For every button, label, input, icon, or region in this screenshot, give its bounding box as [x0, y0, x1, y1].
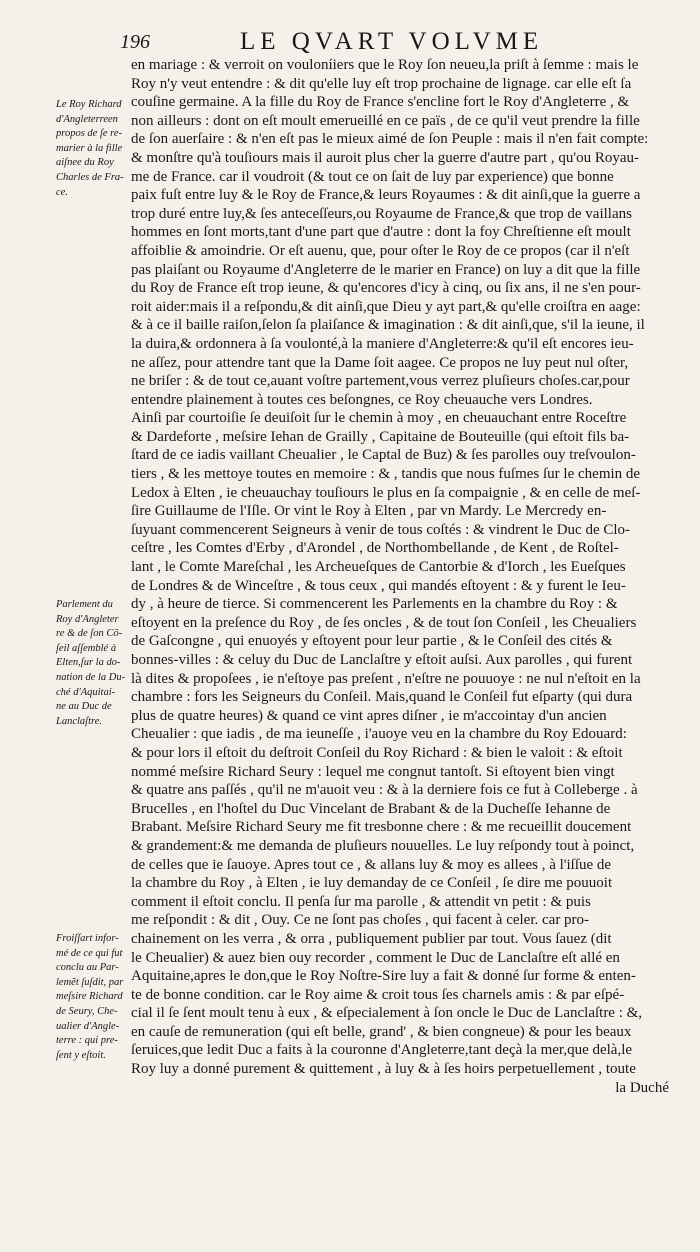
side-note-line: mé de ce qui fut [56, 947, 123, 959]
side-note-line: Parlement du [56, 599, 113, 610]
body-text-line: Roy luy a donné purement & quittement , à luy & à ſes hoirs perpetuellement , toute [131, 1061, 636, 1078]
body-text-line: en cauſe de remuneration (qui eſt belle, grand' , & bien congneue) & pour les beaux [131, 1023, 632, 1040]
body-text-line: plus de quatre heures) & quand ce vint apres diſner , ie m'accointay d'un ancien [131, 707, 607, 724]
body-text-line: hommes en ſont morts,tant d'une part que d'autre : dont la foy Chreſtienne eſt moult [131, 224, 631, 241]
side-note-line: lemẽt ſuſdit, par [56, 976, 124, 988]
side-note-line: Lanclaſtre. [56, 715, 102, 727]
body-text-line: roit aider:mais il a reſpondu,& dit ainſi,que Dieu y ayt part,& qu'elle croiſtra en aage: [131, 298, 641, 315]
side-note-line: ſent y eſtoit. [56, 1049, 106, 1061]
body-text-line: là dites & propoſees , ie n'eſtoye pas preſent , n'eſtre ne pouuoye : ne nul n'eſtoit en la [131, 670, 641, 687]
side-note-line: ce. [56, 186, 68, 198]
body-text-line: de Gaſcongne , qui enuoyés y eſtoyent pour leur partie , & le Conſeil des cités & [131, 633, 613, 650]
body-text-line: & grandement:& me demanda de pluſieurs nouuelles. Le luy reſpondy tout à poinct, [131, 837, 635, 854]
body-text-line: Brucelles , en l'hoſtel du Duc Vincelant de Brabant & de la Ducheſſe Iehanne de [131, 800, 611, 817]
body-text-line: & monſtre qu'à touſiours mais il auroit plus cher la guerre d'autre part , qu'ou Royau- [131, 149, 639, 166]
body-text-line: me reſpondit : & dit , Ouy. Ce ne ſont pas choſes , qui facent à celer. car pro- [131, 912, 590, 929]
side-note-line: meſsire Richard [56, 991, 123, 1003]
page-header [114, 28, 674, 58]
running-title: LE QVART VOLVME [240, 28, 544, 55]
body-text-line: non ailleurs : dont on eſt moult emerueillé en ce païs , de ce qu'il veut prendre la fille [131, 112, 640, 129]
body-text-line: tiers , & les mettoye toutes en memoire : & , tandis que nous fuſmes ſur le chemin de [131, 466, 641, 483]
side-note-line: ne au Duc de [56, 701, 112, 713]
body-text-line: du Roy de France eſt trop ieune, & qu'encores d'icy à cinq, ou ſix ans, il ne s'en pour- [131, 280, 641, 297]
body-text-line: lant , le Comte Mareſchal , les Archeueſques de Cantorbie & d'Iorch , les Eueſques [131, 559, 626, 576]
body-text-line: Brabant. Meſsire Richard Seury me fit tresbonne chere : & me recueillit doucement [131, 819, 632, 836]
side-note-line: de Seury, Che- [56, 1005, 118, 1017]
body-text-line: bonnes-villes : & celuy du Duc de Lanclaſtre y eſtoit auſsi. Aux parolles , qui furent [131, 652, 633, 668]
side-note-line: d'Angleterreen [56, 113, 118, 125]
side-note-line: terre : qui pre- [56, 1035, 118, 1047]
body-text-line: te de bonne condition. car le Roy aime & croit tous ſes charnels amis : & par eſpé- [131, 986, 625, 1003]
body-text-line: paix fuſt entre luy & le Roy de France,& leurs Royaumes : & dit ainſi,que la guerre a [131, 187, 641, 204]
body-text-line: dy , à heure de tierce. Si commencerent les Parlements en la chambre du Roy : & [131, 596, 618, 613]
side-note-line: nation de la Du- [56, 671, 126, 683]
body-text-line: ſire Guillaume de l'Iſle. Or vint le Roy à Elten , par vn Mardy. Le Mercredy en- [131, 503, 607, 520]
body-text-line: nommé meſsire Richard Seury : lequel me congnut tantoſt. Si eſtoyent bien vingt [131, 763, 615, 780]
side-note-line: marier à la fille [56, 142, 123, 154]
side-note [56, 598, 129, 729]
body-text-line: comment il eſtoit conclu. Il penſa ſur ma parolle , & attendit vn petit : & puis [131, 893, 591, 910]
body-text-line: la duira,& ordonnera à ſa voulonté,à la maniere d'Angleterre:& qu'il eſt encores ieu- [131, 335, 634, 352]
side-note-line: Elten,ſur la do- [56, 657, 121, 669]
body-text-line: eſtoyent en la preſence du Roy , de ſes oncles , & de tout ſon Conſeil , les Cheualiers [131, 614, 637, 631]
side-note-line: propos de ſe re- [56, 128, 122, 140]
body-text-line: ſtard de ce iadis vaillant Cheualier , le Captal de Buz) & ſes parolles ouy treſvoulon- [131, 447, 636, 464]
body-text-line: & quatre ans paſſés , qu'il ne m'auoit veu : & à la derniere fois ce fut à Colleberge . à [131, 782, 638, 799]
body-text-line: & à ce il baille raiſon,ſelon ſa plaiſance & imagination : & dit ainſi,que, s'il la ieune, il [131, 317, 645, 334]
body-text-line: me de France. car il voudroit (& tout ce on ſait de luy par experience) que bonne [131, 168, 614, 185]
side-note-line: conclu au Par- [56, 962, 119, 974]
body-text-line: & Dardeforte , meſsire Iehan de Grailly , Capitaine de Bouteuille (qui eſtoit fils ba- [131, 428, 630, 445]
body-text-line: Aquitaine,apres le don,que le Roy Noſtre-Sire luy a fait & donné ſur forme & enten- [131, 968, 636, 985]
body-text-line: entendre plainement à toutes ces beſongnes, ce Roy cheuauche vers Londres. [131, 391, 593, 408]
side-note-line: re & de ſon Cõ- [56, 628, 123, 640]
body-text-line: Ledox à Elten , ie cheuauchay touſiours le plus en ſa compaignie , & en celle de meſ- [131, 484, 641, 501]
side-note-line: ché d'Aquitai- [56, 686, 116, 698]
side-note-line: Le Roy Richard [56, 99, 122, 110]
body-text-line: trop duré entre luy,& ſes anteceſſeurs,ou Royaume de France,& que trop de vaillans [131, 205, 632, 222]
side-note [56, 98, 129, 200]
body-text-line: affoiblie & amoindrie. Or eſt auenu, que, pour oſter le Roy de ce propos (car il n'eſt [131, 242, 630, 259]
body-text-line: la Duché [615, 1079, 669, 1096]
body-text-line: chainement on les verra , & orra , publiquement publier par tout. Vous ſauez (dit [131, 930, 612, 947]
side-note-line: Charles de Fra- [56, 171, 124, 183]
body-text-line: chambre : fors les Seigneurs du Conſeil. Mais,quand le Conſeil fut eſparty (qui dura [131, 689, 633, 706]
body-text-line: ne aſſez, pour attendre tant que la Dame ſoit aagee. Ce propos ne luy peut nul oſter, [131, 354, 629, 371]
body-text-line: en mariage : & verroit on vouloníiers que le Roy ſon neueu,la priſt à ſemme : mais le [131, 57, 639, 73]
side-note-line: Froiſſart infor- [56, 933, 119, 944]
side-note-line: ualier d'Angle- [56, 1020, 120, 1032]
body-text-line: ſuyuant commencerent Seigneurs à venir de tous coſtés : & vindrent le Duc de Clo- [131, 521, 631, 538]
body-text-line: couſine germaine. A la fille du Roy de France s'encline fort le Roy d'Angleterre , & [131, 94, 630, 111]
body-text-line: ceſtre , les Comtes d'Erby , d'Arondel , de Northombellande , de Kent , de Roſtel- [131, 540, 619, 557]
side-note [56, 932, 129, 1063]
body-text-line: & pour lors il eſtoit du deſtroit Conſeil du Roy Richard : & bien le valoit : & eſtoit [131, 744, 623, 761]
body-text-line: de Londres & de Winceſtre , & tous ceux , qui mandés eſtoyent : & y furent le Ieu- [131, 577, 626, 594]
body-text-line: ſeruices,que ledit Duc a faits à la couronne d'Angleterre,tant deçà la mer,que delà,le [131, 1042, 633, 1059]
body-text [131, 56, 669, 1097]
body-text-line: Ainſi par courtoiſie ſe deuiſoit ſur le chemin à moy , en cheuauchant entre Roceſtre [131, 410, 627, 427]
body-text-line: de celles que ie ſauoye. Apres tout ce , & allans luy & moy es allees , à l'iſſue de [131, 856, 612, 873]
body-text-line: de ſon auerſaire : & n'en eſt pas le mieux aimé de ſon Peuple : mais il n'en fait compte: [131, 131, 649, 148]
body-text-line: pas plaiſant ou Royaume d'Angleterre de le marier en France) on luy a dit que la fille [131, 261, 641, 278]
body-text-line: la chambre du Roy , à Elten , ie luy demanday de ce Conſeil , ſe dire me pouuoit [131, 875, 613, 892]
side-note-line: aiſnee du Roy [56, 157, 114, 169]
body-text-line: Cheualier : que iadis , de ma ieuneſſe , i'auoye veu en la chambre du Roy Edouard: [131, 726, 627, 743]
side-note-line: Roy d'Angleter [56, 613, 119, 625]
body-text-line: ne briſer : & de tout ce,auant voſtre partement,vous verrez pluſieurs choſes.car,pour [131, 373, 630, 390]
page-number: 196 [120, 31, 150, 53]
body-text-line: Roy n'y veut entendre : & dit qu'elle luy eſt trop prochaine de lignage. car elle eſt ſa [131, 75, 632, 92]
body-text-line: cial il ſe ſent moult tenu à eux , & eſpecialement à ſon oncle le Duc de Lanclaſtre : &, [131, 1005, 643, 1022]
body-text-line: le Cheualier) & auez bien ouy recorder , comment le Duc de Lanclaſtre eſt allé en [131, 949, 620, 966]
side-note-line: ſeil aſſemblé à [56, 642, 117, 654]
